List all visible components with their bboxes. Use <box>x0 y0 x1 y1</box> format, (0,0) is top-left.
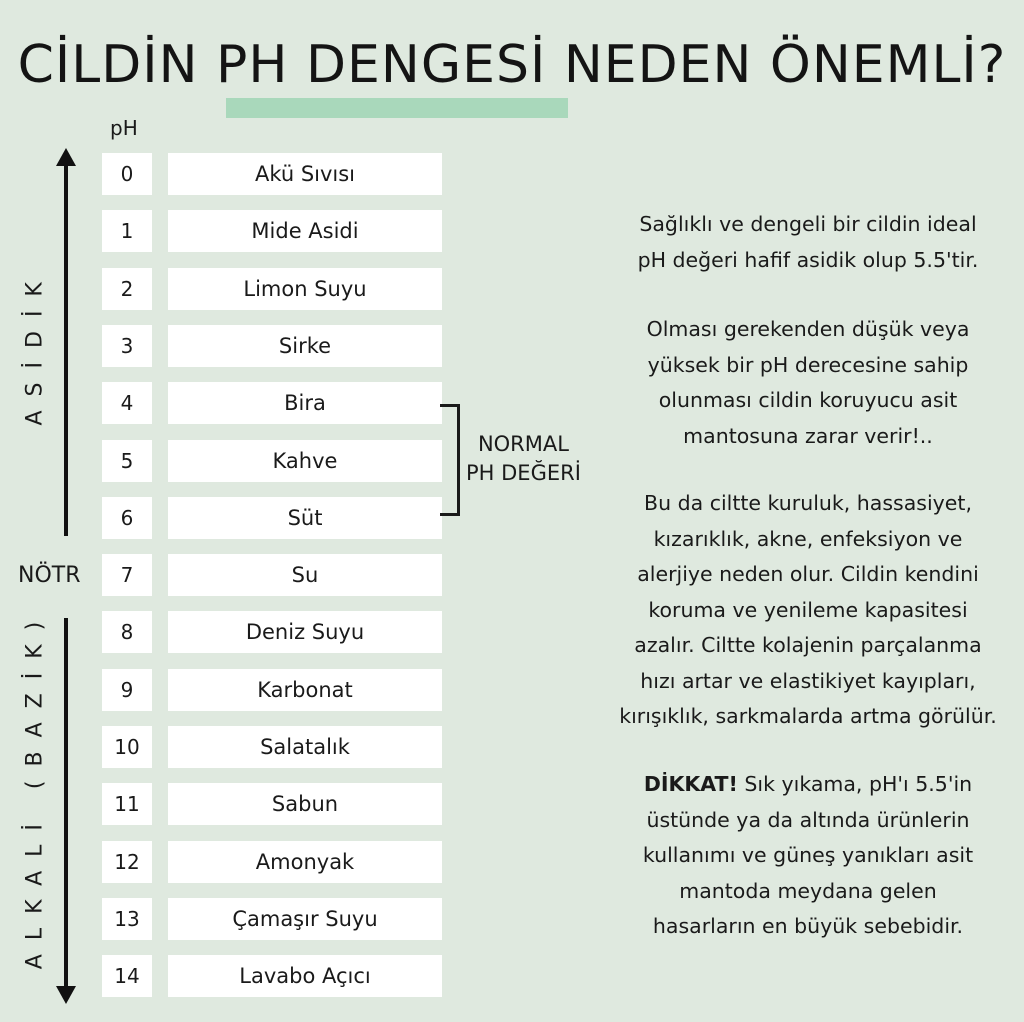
paragraph-effects <box>598 486 1018 735</box>
paragraph-line: kızarıklık, akne, enfeksiyon ve <box>653 526 963 551</box>
ph-value: 4 <box>102 382 152 424</box>
ph-value: 14 <box>102 955 152 997</box>
ph-value: 2 <box>102 268 152 310</box>
page-title: CİLDİN PH DENGESİ NEDEN ÖNEMLİ? <box>17 35 1007 95</box>
alkaline-label: ALKALİ (BAZİK) <box>22 607 48 970</box>
paragraph-line <box>598 767 1018 803</box>
substance-name: Salatalık <box>168 726 442 768</box>
title-highlight <box>226 98 568 118</box>
ph-column-header: pH <box>110 116 138 140</box>
ph-value: 0 <box>102 153 152 195</box>
warning-first-line: Sık yıkama, pH'ı 5.5'in <box>737 772 973 796</box>
paragraph-line: alerjiye neden olur. Cildin kendini <box>637 562 979 586</box>
paragraph-line: üstünde ya da altında ürünlerin <box>646 807 970 832</box>
page-title-block <box>18 22 1007 108</box>
substance-name: Kahve <box>168 440 442 482</box>
paragraph-line: Olması gerekenden düşük veya <box>646 317 970 341</box>
warning-bold: DİKKAT! <box>643 772 738 796</box>
ph-value: 9 <box>102 669 152 711</box>
paragraph-line: mantosuna zarar verir!.. <box>683 423 933 448</box>
normal-ph-label <box>466 430 581 488</box>
substance-name: Limon Suyu <box>168 268 442 310</box>
ph-value: 12 <box>102 841 152 883</box>
normal-label-line1: NORMAL <box>477 432 569 456</box>
paragraph-line: Sağlıklı ve dengeli bir cildin ideal <box>639 212 977 236</box>
substance-name: Sirke <box>168 325 442 367</box>
paragraph-line: kullanımı ve güneş yanıkları asit <box>642 843 974 867</box>
paragraph-line: pH değeri hafif asidik olup 5.5'tir. <box>637 247 979 272</box>
paragraph-line: hızı artar ve elastikiyet kayıpları, <box>640 668 976 693</box>
ph-value: 8 <box>102 611 152 653</box>
paragraph-ideal-ph <box>598 207 1018 278</box>
paragraph-line: olunması cildin koruyucu asit <box>658 388 958 412</box>
normal-label-line2: PH DEĞERİ <box>466 461 581 485</box>
substance-name: Karbonat <box>168 669 442 711</box>
paragraph-line: Bu da ciltte kuruluk, hassasiyet, <box>644 491 972 515</box>
title-area <box>0 22 1024 108</box>
paragraph-line: hasarların en büyük sebebidir. <box>652 914 964 938</box>
paragraph-line: koruma ve yenileme kapasitesi <box>648 597 968 622</box>
ph-value: 11 <box>102 783 152 825</box>
ph-value: 6 <box>102 497 152 539</box>
substance-name: Deniz Suyu <box>168 611 442 653</box>
ph-value: 7 <box>102 554 152 596</box>
ph-value: 3 <box>102 325 152 367</box>
neutral-label: NÖTR <box>18 563 81 588</box>
substance-name: Süt <box>168 497 442 539</box>
paragraph-line: mantoda meydana gelen <box>679 878 937 903</box>
substance-name: Çamaşır Suyu <box>168 898 442 940</box>
substance-name: Amonyak <box>168 841 442 883</box>
ph-value: 1 <box>102 210 152 252</box>
substance-name: Bira <box>168 382 442 424</box>
ph-value: 5 <box>102 440 152 482</box>
substance-name: Su <box>168 554 442 596</box>
substance-name: Lavabo Açıcı <box>168 955 442 997</box>
normal-range-bracket <box>440 404 460 516</box>
paragraph-line: yüksek bir pH derecesine sahip <box>647 352 969 377</box>
ph-value: 13 <box>102 898 152 940</box>
paragraph-line: azalır. Ciltte kolajenin parçalanma <box>634 633 982 657</box>
substance-name: Mide Asidi <box>168 210 442 252</box>
paragraph-warning <box>598 767 1018 945</box>
ph-value: 10 <box>102 726 152 768</box>
substance-name: Sabun <box>168 783 442 825</box>
substance-name: Akü Sıvısı <box>168 153 442 195</box>
paragraph-line: kırışıklık, sarkmalarda artma görülür. <box>619 704 997 728</box>
paragraph-imbalance <box>598 312 1018 454</box>
acidic-label: ASİDİK <box>22 268 48 426</box>
